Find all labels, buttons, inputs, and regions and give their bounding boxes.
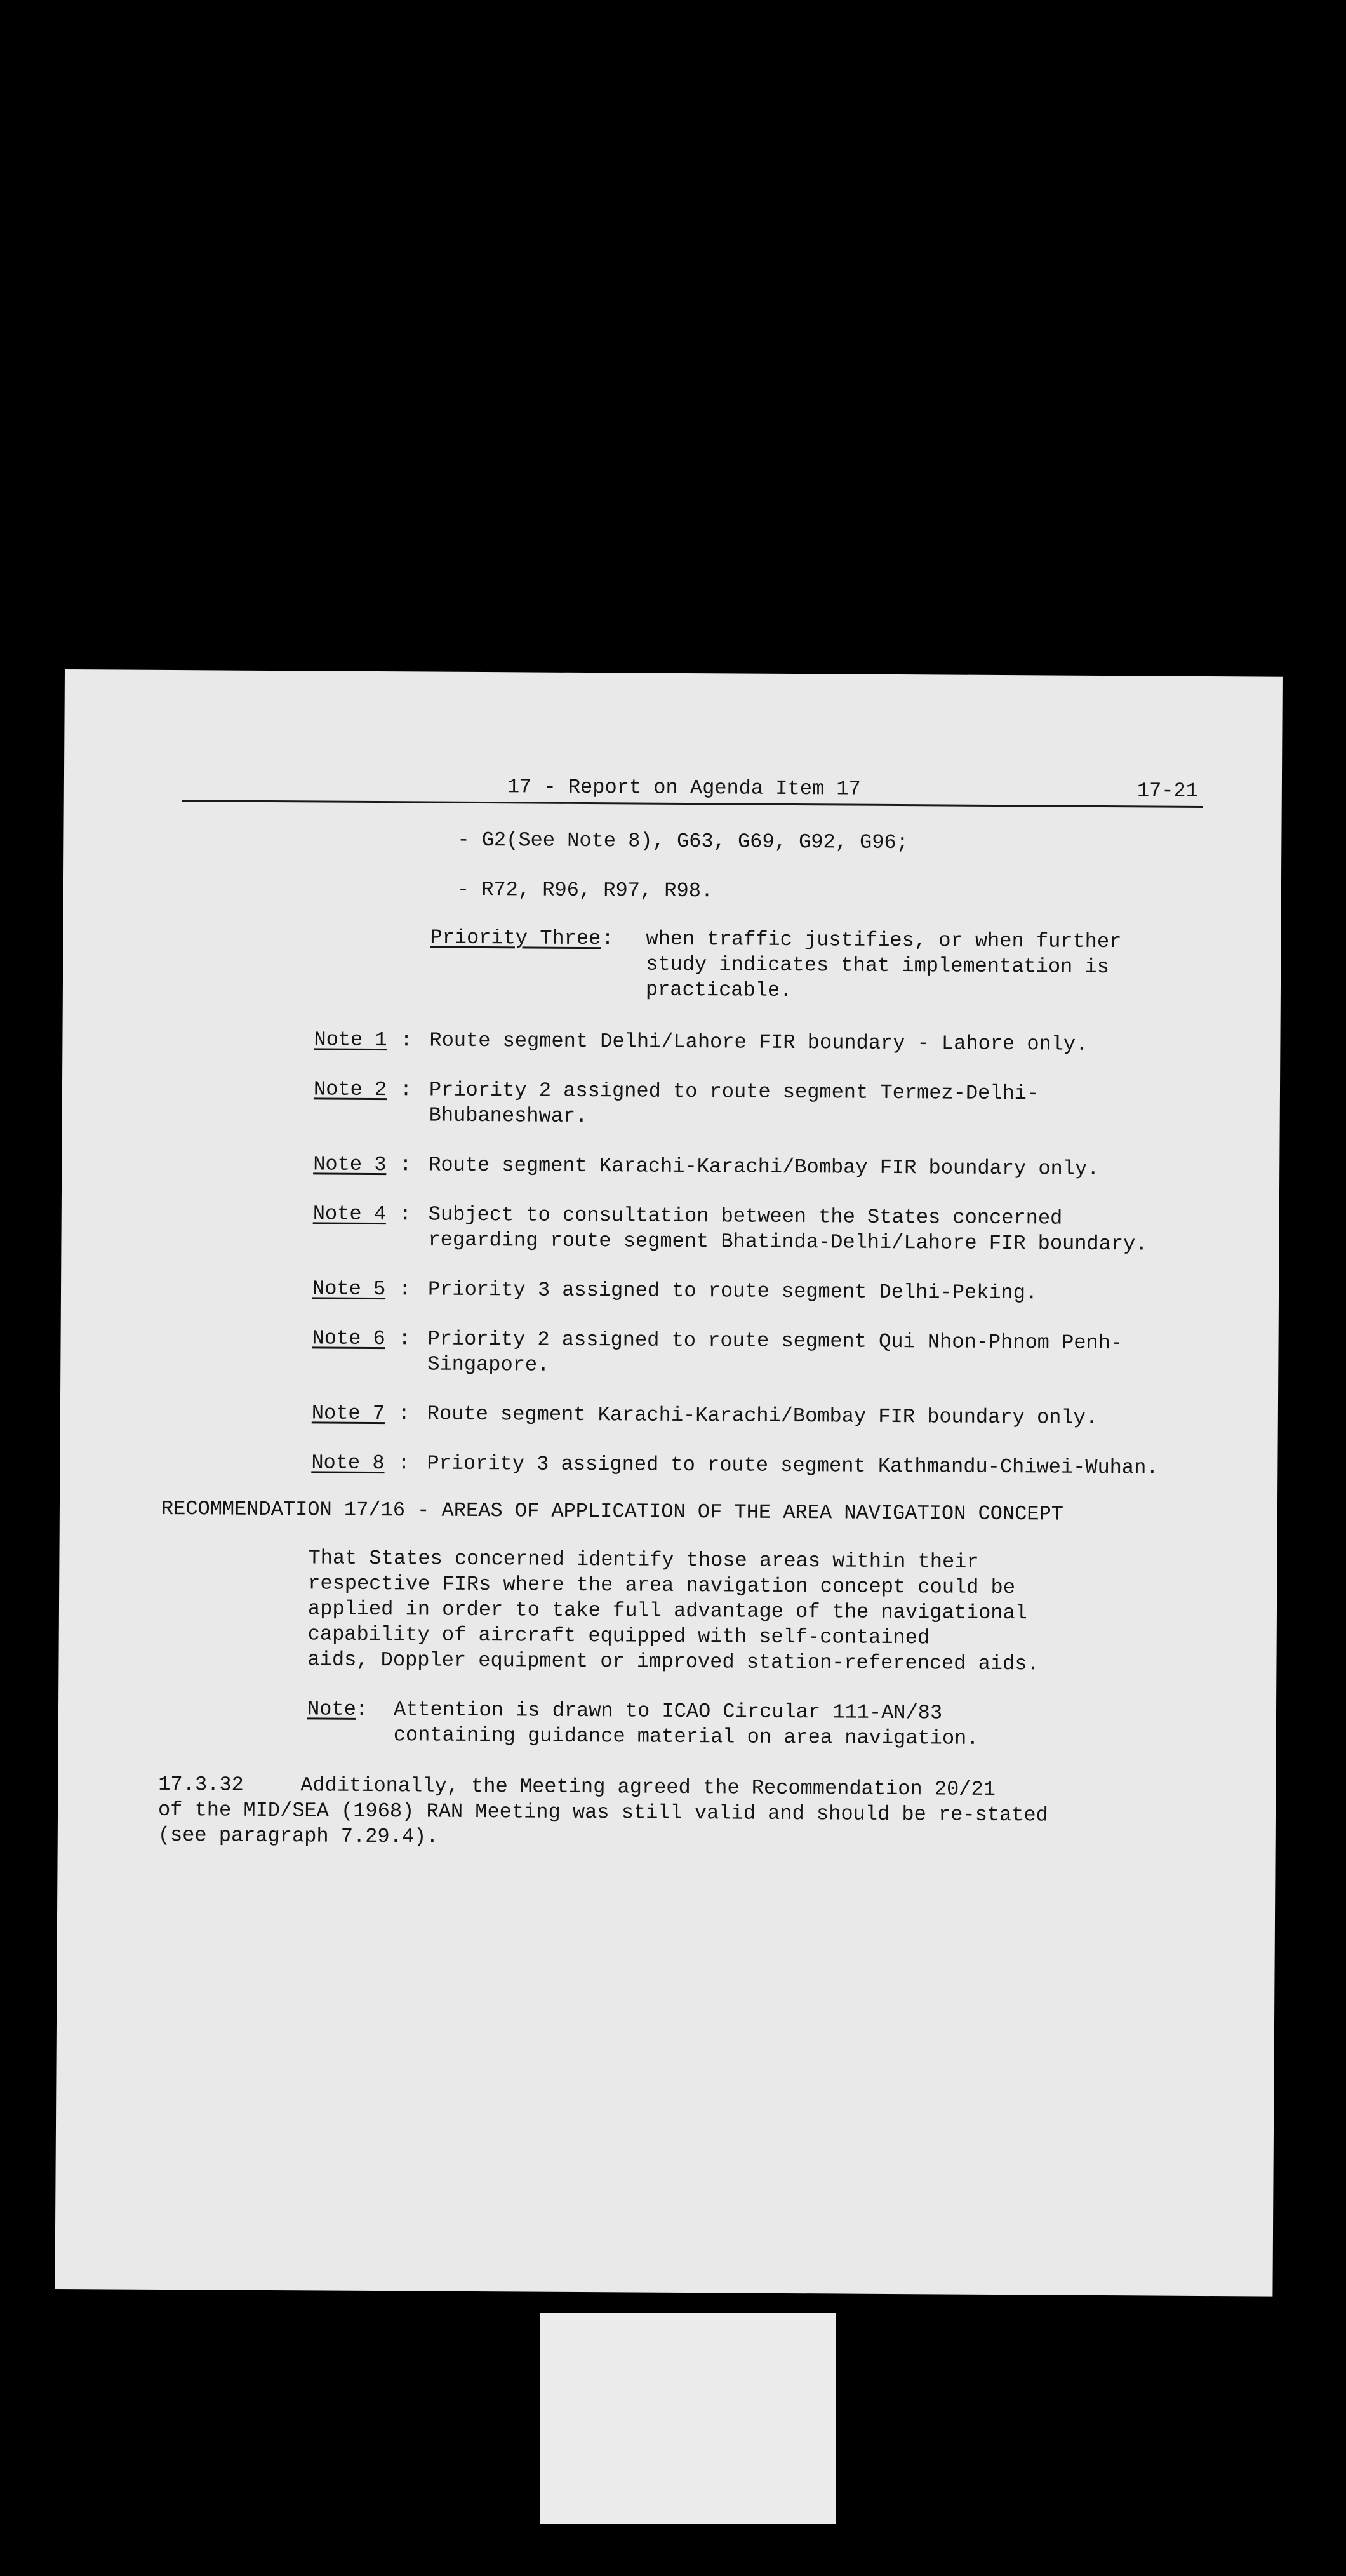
recommendation-note-colon: : xyxy=(355,1697,368,1721)
note-colon: : xyxy=(397,1451,410,1475)
note-text: Bhubaneshwar. xyxy=(429,1103,588,1129)
recommendation-body-line: applied in order to take full advantage of the navigational xyxy=(307,1597,1028,1625)
note-label: Note 1 xyxy=(314,1028,387,1052)
priority-three-line: when traffic justifies, or when further xyxy=(646,927,1122,954)
paragraph-number: 17.3.32 xyxy=(158,1772,244,1797)
note-text: Priority 3 assigned to route segment Delhi-Peking. xyxy=(427,1277,1038,1305)
note-colon: : xyxy=(399,1202,412,1226)
note-text: Route segment Delhi/Lahore FIR boundary - Lahore only. xyxy=(429,1028,1088,1056)
note-text: Route segment Karachi-Karachi/Bombay FIR boundary only. xyxy=(429,1153,1100,1181)
note-text: Priority 2 assigned to route segment Termez-Delhi- xyxy=(429,1078,1039,1106)
note-label: Note 7 xyxy=(311,1401,385,1426)
route-item: - R72, R96, R97, R98. xyxy=(456,877,714,903)
priority-three-line: study indicates that implementation is xyxy=(646,952,1110,979)
note-colon: : xyxy=(399,1078,413,1102)
note-text: regarding route segment Bhatinda-Delhi/Lahore FIR boundary. xyxy=(428,1228,1148,1256)
note-colon: : xyxy=(398,1277,411,1301)
page-number: 17-21 xyxy=(1136,779,1198,803)
note-text: Priority 3 assigned to route segment Kathmandu-Chiwei-Wuhan. xyxy=(427,1451,1159,1480)
note-label: Note 4 xyxy=(312,1202,387,1226)
note-colon: : xyxy=(400,1028,413,1052)
recommendation-body-line: That States concerned identify those areas within their xyxy=(308,1546,979,1574)
note-label: Note 8 xyxy=(311,1451,385,1475)
recommendation-note-line: containing guidance material on area navigation. xyxy=(393,1723,979,1750)
page-header-title: 17 - Report on Agenda Item 17 xyxy=(507,775,861,801)
note-label: Note 3 xyxy=(313,1152,387,1177)
recommendation-body-line: respective FIRs where the area navigation concept could be xyxy=(308,1571,1016,1600)
note-colon: : xyxy=(398,1327,411,1351)
note-text: Singapore. xyxy=(427,1352,550,1377)
recommendation-body-line: aids, Doppler equipment or improved station-referenced aids. xyxy=(307,1647,1039,1676)
paragraph-line: Additionally, the Meeting agreed the Recommendation 20/21 xyxy=(300,1773,996,1801)
note-label: Note 6 xyxy=(312,1326,385,1351)
note-label: Note 5 xyxy=(312,1277,386,1301)
priority-three-label: Priority Three xyxy=(430,925,601,951)
note-label: Note 2 xyxy=(313,1077,387,1102)
paragraph-line: of the MID/SEA (1968) RAN Meeting was still valid and should be re-stated xyxy=(157,1797,1048,1827)
priority-three-line: practicable. xyxy=(645,977,792,1003)
route-item: - G2(See Note 8), G63, G69, G92, G96; xyxy=(457,828,909,855)
note-colon: : xyxy=(399,1153,412,1177)
priority-three-colon: : xyxy=(601,927,614,951)
recommendation-note-label: Note xyxy=(307,1697,356,1721)
blank-card xyxy=(540,2313,836,2524)
paragraph-line: (see paragraph 7.29.4). xyxy=(157,1823,439,1849)
recommendation-note-line: Attention is drawn to ICAO Circular 111-AN/83 xyxy=(393,1698,943,1725)
recommendation-heading: RECOMMENDATION 17/16 - AREAS OF APPLICATION OF THE AREA NAVIGATION CONCEPT xyxy=(161,1496,1064,1526)
note-text: Route segment Karachi-Karachi/Bombay FIR boundary only. xyxy=(427,1402,1098,1430)
recommendation-body-line: capability of aircraft equipped with self-contained xyxy=(307,1622,930,1650)
note-colon: : xyxy=(397,1402,411,1426)
note-text: Subject to consultation between the States concerned xyxy=(428,1202,1063,1230)
note-text: Priority 2 assigned to route segment Qui Nhon-Phnom Penh- xyxy=(427,1327,1123,1355)
document-page xyxy=(55,669,1283,2297)
